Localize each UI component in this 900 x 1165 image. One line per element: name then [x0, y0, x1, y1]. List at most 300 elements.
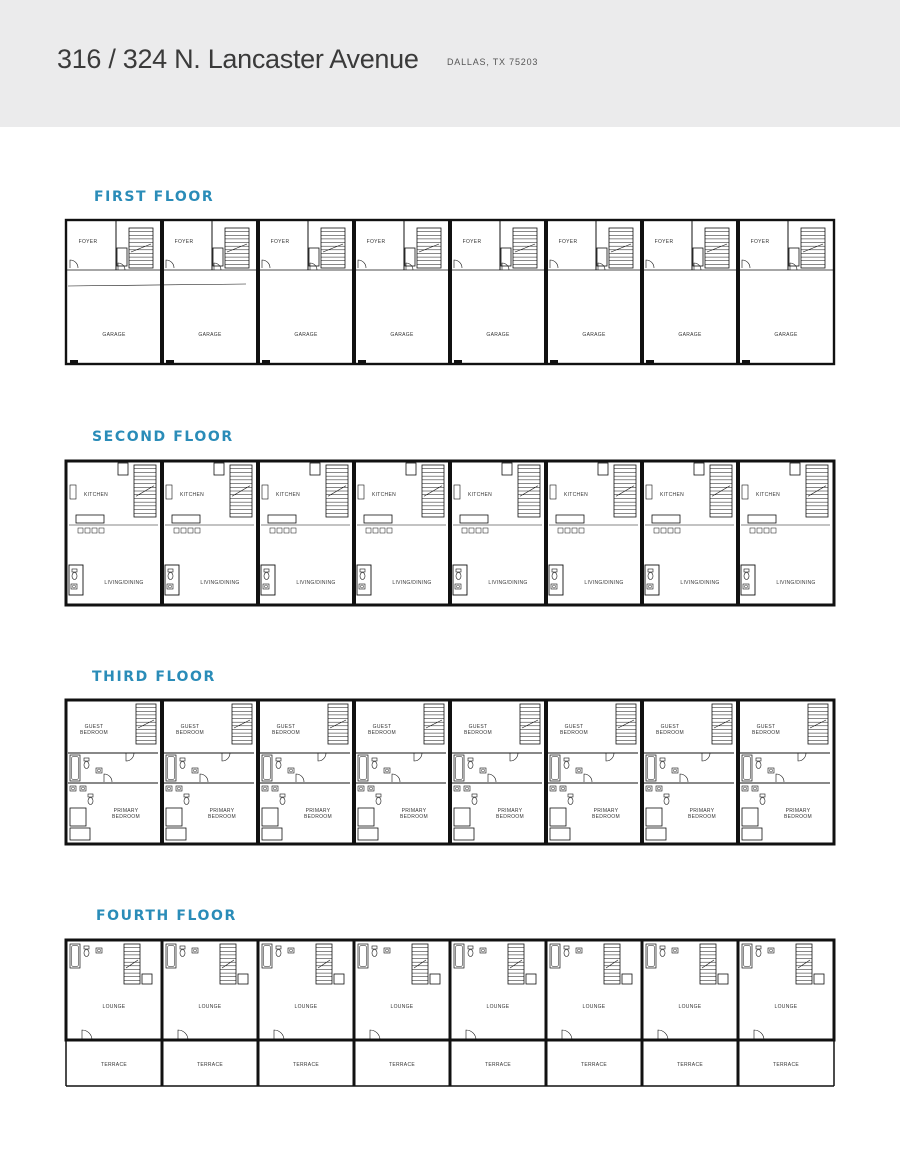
room-label-lounge: LOUNGE — [774, 1004, 798, 1010]
bar-stool — [78, 528, 83, 533]
stair-break — [323, 244, 343, 252]
floor-plan-third — [66, 698, 834, 848]
bar-stool — [483, 528, 488, 533]
room-label-terrace: TERRACE — [581, 1062, 607, 1068]
room-label-guest-bedroom: GUEST — [468, 724, 488, 730]
room-label-guest-bedroom: GUEST — [180, 724, 200, 730]
toilet-bowl — [648, 573, 653, 580]
room-label-guest-bedroom: BEDROOM — [272, 730, 300, 736]
room-label-foyer: FOYER — [462, 239, 482, 245]
toilet-tank — [372, 758, 377, 761]
toilet-bowl — [84, 762, 89, 769]
sink-basin — [82, 787, 85, 790]
stair-break — [611, 244, 631, 252]
stair-break — [618, 720, 634, 728]
room-label-garage: GARAGE — [198, 332, 222, 338]
sink-basin — [264, 787, 267, 790]
kitchen-island — [748, 515, 776, 523]
kitchen-island — [652, 515, 680, 523]
room-label-foyer: FOYER — [366, 239, 386, 245]
shower — [646, 808, 662, 826]
room-label-guest-bedroom: BEDROOM — [656, 730, 684, 736]
toilet-tank — [564, 758, 569, 761]
closet — [262, 828, 282, 840]
room-label-guest-bedroom: GUEST — [756, 724, 776, 730]
pantry — [694, 463, 704, 475]
mechanical — [430, 974, 440, 984]
sink-basin — [754, 787, 757, 790]
sink-basin — [744, 787, 747, 790]
bar-stool — [579, 528, 584, 533]
toilet-bowl — [168, 573, 173, 580]
stair-break — [714, 720, 730, 728]
door-swing — [646, 260, 654, 268]
bar-stool — [675, 528, 680, 533]
toilet-tank — [180, 946, 185, 949]
room-label-primary-bedroom: BEDROOM — [208, 814, 236, 820]
bathtub-inner — [360, 946, 367, 967]
pantry — [790, 463, 800, 475]
toilet-tank — [648, 569, 653, 572]
room-label-terrace: TERRACE — [293, 1062, 319, 1068]
room-label-garage: GARAGE — [294, 332, 318, 338]
bathtub-inner — [264, 757, 271, 780]
toilet-bowl — [88, 798, 93, 805]
bar-stool — [661, 528, 666, 533]
room-label-living-dining: LIVING/DINING — [392, 580, 432, 586]
bar-stool — [92, 528, 97, 533]
room-label-living-dining: LIVING/DINING — [200, 580, 240, 586]
room-label-foyer: FOYER — [654, 239, 674, 245]
toilet-bowl — [372, 762, 377, 769]
toilet-bowl — [280, 798, 285, 805]
sink-basin — [178, 787, 181, 790]
bathtub-inner — [648, 757, 655, 780]
door-swing — [598, 263, 605, 270]
room-label-terrace: TERRACE — [101, 1062, 127, 1068]
toilet-tank — [280, 794, 285, 797]
room-label-guest-bedroom: BEDROOM — [80, 730, 108, 736]
toilet-bowl — [564, 950, 569, 957]
range — [358, 485, 364, 499]
bar-stool — [476, 528, 481, 533]
room-label-terrace: TERRACE — [389, 1062, 415, 1068]
bar-stool — [85, 528, 90, 533]
room-label-guest-bedroom: BEDROOM — [176, 730, 204, 736]
bar-stool — [291, 528, 296, 533]
door-swing — [118, 263, 125, 270]
room-label-primary-bedroom: BEDROOM — [400, 814, 428, 820]
closet — [646, 828, 666, 840]
room-label-guest-bedroom: BEDROOM — [464, 730, 492, 736]
column — [550, 360, 558, 363]
sink-basin — [553, 585, 556, 588]
sink-basin — [482, 949, 485, 952]
floor-plan-fourth-drawing — [66, 938, 834, 1090]
kitchen-island — [172, 515, 200, 523]
toilet-tank — [660, 758, 665, 761]
bar-stool — [668, 528, 673, 533]
door-swing — [776, 774, 784, 782]
sink-basin — [265, 585, 268, 588]
room-label-primary-bedroom: BEDROOM — [304, 814, 332, 820]
sink-basin — [457, 585, 460, 588]
sink-basin — [674, 769, 677, 772]
stair-break — [606, 960, 618, 968]
room-label-kitchen: KITCHEN — [83, 492, 109, 498]
room-label-primary-bedroom: PRIMARY — [593, 808, 619, 814]
mechanical — [622, 974, 632, 984]
powder-room — [453, 565, 467, 595]
stair-break — [330, 720, 346, 728]
bathtub-inner — [648, 946, 655, 967]
door-swing — [392, 774, 400, 782]
door-swing — [262, 260, 270, 268]
room-label-foyer: FOYER — [78, 239, 98, 245]
header-banner — [0, 0, 900, 127]
pantry — [118, 463, 128, 475]
toilet-tank — [468, 946, 473, 949]
bathtub-inner — [744, 946, 751, 967]
sink-basin — [361, 585, 364, 588]
powder-room — [165, 565, 179, 595]
toilet-tank — [264, 569, 269, 572]
bathtub-inner — [456, 757, 463, 780]
room-label-foyer: FOYER — [558, 239, 578, 245]
range — [742, 485, 748, 499]
toilet-tank — [756, 758, 761, 761]
bar-stool — [284, 528, 289, 533]
toilet-bowl — [564, 762, 569, 769]
bar-stool — [469, 528, 474, 533]
door-swing — [104, 774, 112, 782]
sink-basin — [98, 769, 101, 772]
toilet-tank — [564, 946, 569, 949]
bar-stool — [462, 528, 467, 533]
toilet-bowl — [264, 573, 269, 580]
room-label-primary-bedroom: PRIMARY — [305, 808, 331, 814]
toilet-tank — [744, 569, 749, 572]
stair-break — [222, 960, 234, 968]
sink-basin — [562, 787, 565, 790]
room-label-garage: GARAGE — [582, 332, 606, 338]
door-swing — [214, 263, 221, 270]
sink-basin — [386, 949, 389, 952]
closet — [550, 828, 570, 840]
range — [70, 485, 76, 499]
toilet-tank — [456, 569, 461, 572]
room-label-primary-bedroom: PRIMARY — [209, 808, 235, 814]
pantry — [214, 463, 224, 475]
toilet-bowl — [84, 950, 89, 957]
bar-stool — [366, 528, 371, 533]
room-label-lounge: LOUNGE — [390, 1004, 414, 1010]
bathtub-inner — [168, 757, 175, 780]
powder-room — [645, 565, 659, 595]
bathtub-inner — [264, 946, 271, 967]
toilet-tank — [568, 794, 573, 797]
toilet-bowl — [552, 573, 557, 580]
stair-break — [707, 244, 727, 252]
column — [454, 360, 462, 363]
room-label-terrace: TERRACE — [485, 1062, 511, 1068]
stair-break — [318, 960, 330, 968]
room-label-living-dining: LIVING/DINING — [776, 580, 816, 586]
room-label-terrace: TERRACE — [197, 1062, 223, 1068]
room-label-living-dining: LIVING/DINING — [584, 580, 624, 586]
sink-basin — [674, 949, 677, 952]
room-label-lounge: LOUNGE — [294, 1004, 318, 1010]
bar-stool — [572, 528, 577, 533]
shower — [454, 808, 470, 826]
sink-basin — [290, 949, 293, 952]
range — [166, 485, 172, 499]
closet — [454, 828, 474, 840]
bar-stool — [195, 528, 200, 533]
room-label-primary-bedroom: BEDROOM — [784, 814, 812, 820]
toilet-tank — [552, 569, 557, 572]
stair-break — [227, 244, 247, 252]
toilet-tank — [664, 794, 669, 797]
room-label-guest-bedroom: BEDROOM — [752, 730, 780, 736]
range — [262, 485, 268, 499]
door-swing — [584, 774, 592, 782]
room-label-lounge: LOUNGE — [678, 1004, 702, 1010]
shower — [742, 808, 758, 826]
toilet-bowl — [760, 798, 765, 805]
room-label-terrace: TERRACE — [677, 1062, 703, 1068]
room-label-kitchen: KITCHEN — [755, 492, 781, 498]
door-swing — [606, 753, 614, 761]
room-label-garage: GARAGE — [774, 332, 798, 338]
floor-label-second: SECOND FLOOR — [92, 429, 234, 445]
stair-break — [234, 720, 250, 728]
sink-basin — [770, 949, 773, 952]
bar-stool — [181, 528, 186, 533]
bathtub-inner — [744, 757, 751, 780]
room-label-living-dining: LIVING/DINING — [104, 580, 144, 586]
pantry — [502, 463, 512, 475]
room-label-garage: GARAGE — [102, 332, 126, 338]
room-label-primary-bedroom: PRIMARY — [497, 808, 523, 814]
door-swing — [742, 260, 750, 268]
bathtub-inner — [72, 757, 79, 780]
stair-break — [414, 960, 426, 968]
toilet-tank — [372, 946, 377, 949]
floor-plan-second — [66, 459, 834, 607]
room-label-lounge: LOUNGE — [198, 1004, 222, 1010]
room-label-guest-bedroom: GUEST — [276, 724, 296, 730]
toilet-bowl — [180, 950, 185, 957]
pantry — [406, 463, 416, 475]
toilet-bowl — [456, 573, 461, 580]
bar-stool — [771, 528, 776, 533]
room-label-primary-bedroom: PRIMARY — [785, 808, 811, 814]
room-label-living-dining: LIVING/DINING — [296, 580, 336, 586]
room-label-terrace: TERRACE — [773, 1062, 799, 1068]
sink-basin — [578, 949, 581, 952]
toilet-bowl — [72, 573, 77, 580]
stair-break — [522, 720, 538, 728]
toilet-tank — [88, 794, 93, 797]
bathtub-inner — [360, 757, 367, 780]
door-swing — [70, 260, 78, 268]
kitchen-island — [364, 515, 392, 523]
stair-break — [798, 960, 810, 968]
powder-room — [261, 565, 275, 595]
stair-break — [138, 720, 154, 728]
toilet-bowl — [468, 950, 473, 957]
sink-basin — [648, 787, 651, 790]
floor-plan-fourth — [66, 938, 834, 1090]
sink-basin — [456, 787, 459, 790]
room-label-primary-bedroom: PRIMARY — [689, 808, 715, 814]
toilet-bowl — [184, 798, 189, 805]
pantry — [310, 463, 320, 475]
shower — [70, 808, 86, 826]
toilet-tank — [472, 794, 477, 797]
shower — [550, 808, 566, 826]
sink-basin — [552, 787, 555, 790]
door-swing — [318, 753, 326, 761]
door-swing — [358, 260, 366, 268]
bar-stool — [270, 528, 275, 533]
sink-basin — [72, 787, 75, 790]
stair-break — [419, 244, 439, 252]
room-label-guest-bedroom: GUEST — [372, 724, 392, 730]
door-swing — [680, 774, 688, 782]
bar-stool — [380, 528, 385, 533]
room-label-guest-bedroom: BEDROOM — [560, 730, 588, 736]
toilet-bowl — [660, 762, 665, 769]
toilet-tank — [184, 794, 189, 797]
room-label-kitchen: KITCHEN — [659, 492, 685, 498]
toilet-bowl — [276, 762, 281, 769]
mechanical — [142, 974, 152, 984]
floor-label-fourth: FOURTH FLOOR — [96, 908, 237, 924]
room-label-primary-bedroom: BEDROOM — [112, 814, 140, 820]
toilet-bowl — [372, 950, 377, 957]
sink-basin — [73, 585, 76, 588]
toilet-bowl — [276, 950, 281, 957]
sink-basin — [386, 769, 389, 772]
sink-basin — [290, 769, 293, 772]
toilet-tank — [168, 569, 173, 572]
sink-basin — [578, 769, 581, 772]
room-label-foyer: FOYER — [270, 239, 290, 245]
bar-stool — [750, 528, 755, 533]
sink-basin — [770, 769, 773, 772]
shower — [262, 808, 278, 826]
range — [646, 485, 652, 499]
room-label-kitchen: KITCHEN — [371, 492, 397, 498]
room-label-primary-bedroom: PRIMARY — [113, 808, 139, 814]
floor-plan-third-drawing — [66, 698, 834, 848]
closet — [70, 828, 90, 840]
room-label-kitchen: KITCHEN — [179, 492, 205, 498]
kitchen-island — [76, 515, 104, 523]
toilet-tank — [276, 758, 281, 761]
powder-room — [549, 565, 563, 595]
bathtub-inner — [456, 946, 463, 967]
sink-basin — [649, 585, 652, 588]
toilet-tank — [72, 569, 77, 572]
bar-stool — [757, 528, 762, 533]
room-label-lounge: LOUNGE — [582, 1004, 606, 1010]
bar-stool — [174, 528, 179, 533]
room-label-garage: GARAGE — [390, 332, 414, 338]
floor-plan-second-drawing — [66, 459, 834, 607]
sink-basin — [168, 787, 171, 790]
floor-plan-first — [66, 218, 834, 368]
bathtub-inner — [552, 757, 559, 780]
mechanical — [238, 974, 248, 984]
mechanical — [334, 974, 344, 984]
bathtub-inner — [168, 946, 175, 967]
toilet-bowl — [360, 573, 365, 580]
mechanical — [814, 974, 824, 984]
door-swing — [510, 753, 518, 761]
room-label-kitchen: KITCHEN — [275, 492, 301, 498]
stair-break — [803, 244, 823, 252]
bar-stool — [654, 528, 659, 533]
door-swing — [200, 774, 208, 782]
range — [550, 485, 556, 499]
door-swing — [414, 753, 422, 761]
room-label-kitchen: KITCHEN — [563, 492, 589, 498]
column — [742, 360, 750, 363]
toilet-bowl — [468, 762, 473, 769]
shower — [166, 808, 182, 826]
sink-basin — [98, 949, 101, 952]
toilet-tank — [760, 794, 765, 797]
sink-basin — [745, 585, 748, 588]
kitchen-island — [268, 515, 296, 523]
column — [166, 360, 174, 363]
toilet-tank — [756, 946, 761, 949]
toilet-bowl — [376, 798, 381, 805]
stair-break — [702, 960, 714, 968]
toilet-bowl — [660, 950, 665, 957]
mechanical — [526, 974, 536, 984]
bar-stool — [373, 528, 378, 533]
bar-stool — [558, 528, 563, 533]
page-title: 316 / 324 N. Lancaster Avenue — [57, 44, 419, 74]
door-swing — [296, 774, 304, 782]
closet — [166, 828, 186, 840]
column — [70, 360, 78, 363]
stair-break — [810, 720, 826, 728]
sink-basin — [466, 787, 469, 790]
room-label-guest-bedroom: GUEST — [660, 724, 680, 730]
door-swing — [790, 263, 797, 270]
toilet-tank — [376, 794, 381, 797]
garage-door-track — [68, 284, 246, 286]
bar-stool — [764, 528, 769, 533]
room-label-primary-bedroom: BEDROOM — [688, 814, 716, 820]
door-swing — [702, 753, 710, 761]
sink-basin — [194, 949, 197, 952]
page-subtitle: DALLAS, TX 75203 — [447, 57, 539, 67]
toilet-tank — [276, 946, 281, 949]
toilet-tank — [468, 758, 473, 761]
room-label-living-dining: LIVING/DINING — [680, 580, 720, 586]
door-swing — [222, 753, 230, 761]
bar-stool — [188, 528, 193, 533]
sink-basin — [194, 769, 197, 772]
sink-basin — [274, 787, 277, 790]
toilet-tank — [180, 758, 185, 761]
